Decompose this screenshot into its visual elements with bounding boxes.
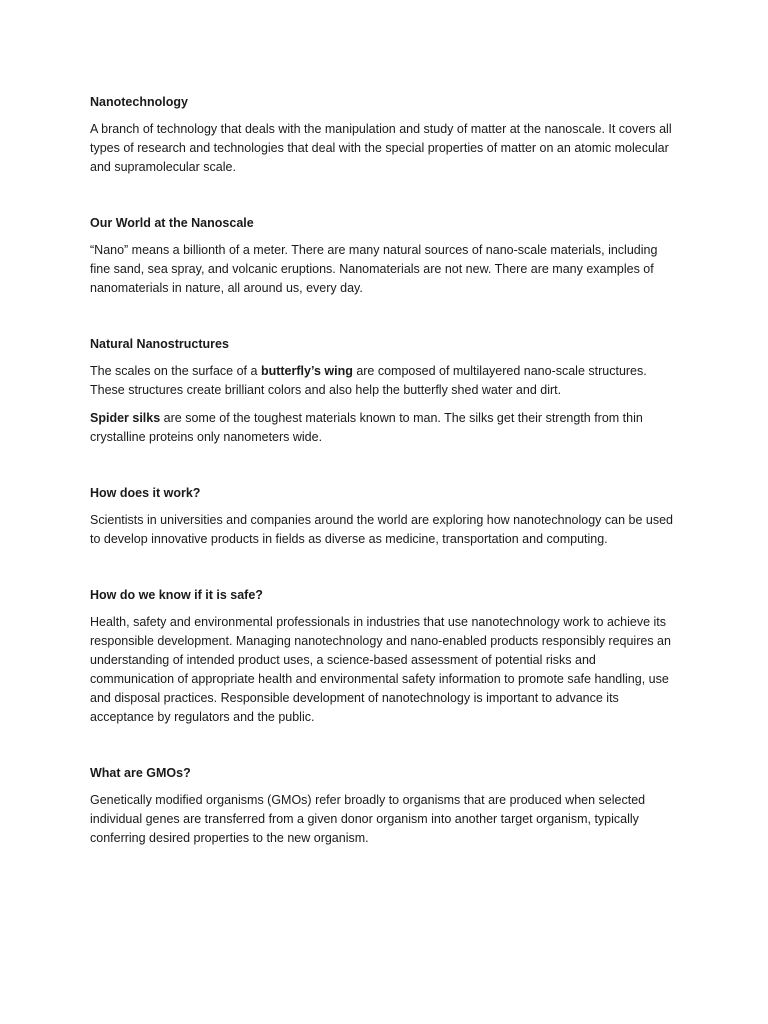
section-gap bbox=[90, 177, 680, 214]
section-natural-nanostructures bbox=[90, 335, 680, 447]
text-run: are some of the toughest materials known to man. The silks get their strength from thin crystalline proteins only nanometers wide. bbox=[90, 411, 643, 444]
butterfly-paragraph bbox=[90, 362, 680, 400]
section-is-it-safe bbox=[90, 586, 680, 727]
section-how-does-it-work bbox=[90, 484, 680, 549]
bold-term-spider-silks: Spider silks bbox=[90, 411, 161, 425]
section-world-at-nanoscale bbox=[90, 214, 680, 298]
section-paragraph: Health, safety and environmental professionals in industries that use nanotechnology work to achieve its responsible development. Managing nanotechnology and nano-enabled products responsibly requires an understanding of intended product uses, a science-based assessment of potential risks and communication of appropriate health and environmental safety information to promote safe handling, use and disposal practices. Responsible development of nanotechnology is important to advance its acceptance by regulators and the public. bbox=[90, 615, 671, 724]
section-gap bbox=[90, 447, 680, 484]
section-heading: What are GMOs? bbox=[90, 766, 191, 780]
section-gap bbox=[90, 727, 680, 764]
section-paragraph: Genetically modified organisms (GMOs) refer broadly to organisms that are produced when selected individual genes are transferred from a given donor organism into another target organism, typically conferring desired properties to the new organism. bbox=[90, 793, 646, 845]
bold-term-butterfly-wing: butterfly’s wing bbox=[260, 364, 353, 378]
document-page bbox=[90, 93, 680, 848]
spider-silk-paragraph bbox=[90, 409, 680, 447]
section-gap bbox=[90, 549, 680, 586]
section-paragraph: A branch of technology that deals with the manipulation and study of matter at the nanoscale. It covers all types of research and technologies that deal with the special properties of matter on an atomic molecular and supramolecular scale. bbox=[90, 122, 672, 174]
section-heading: Our World at the Nanoscale bbox=[90, 216, 254, 230]
section-gap bbox=[90, 298, 680, 335]
section-nanotechnology bbox=[90, 93, 680, 177]
section-heading: Nanotechnology bbox=[90, 95, 188, 109]
section-heading: How do we know if it is safe? bbox=[90, 588, 263, 602]
text-run: are composed of multilayered nano-scale structures. These structures create brilliant colors and also help the butterfly shed water and dirt. bbox=[90, 364, 647, 397]
text-run: The scales on the surface of a bbox=[90, 364, 261, 378]
section-what-are-gmos bbox=[90, 764, 680, 848]
section-paragraph: Scientists in universities and companies around the world are exploring how nanotechnology can be used to develop innovative products in fields as diverse as medicine, transportation and computing. bbox=[90, 513, 673, 546]
section-paragraph: “Nano” means a billionth of a meter. There are many natural sources of nano-scale materials, including fine sand, sea spray, and volcanic eruptions. Nanomaterials are not new. There are many examples of nanomaterials in nature, all around us, every day. bbox=[90, 243, 658, 295]
section-heading: How does it work? bbox=[90, 486, 201, 500]
section-heading: Natural Nanostructures bbox=[90, 337, 229, 351]
